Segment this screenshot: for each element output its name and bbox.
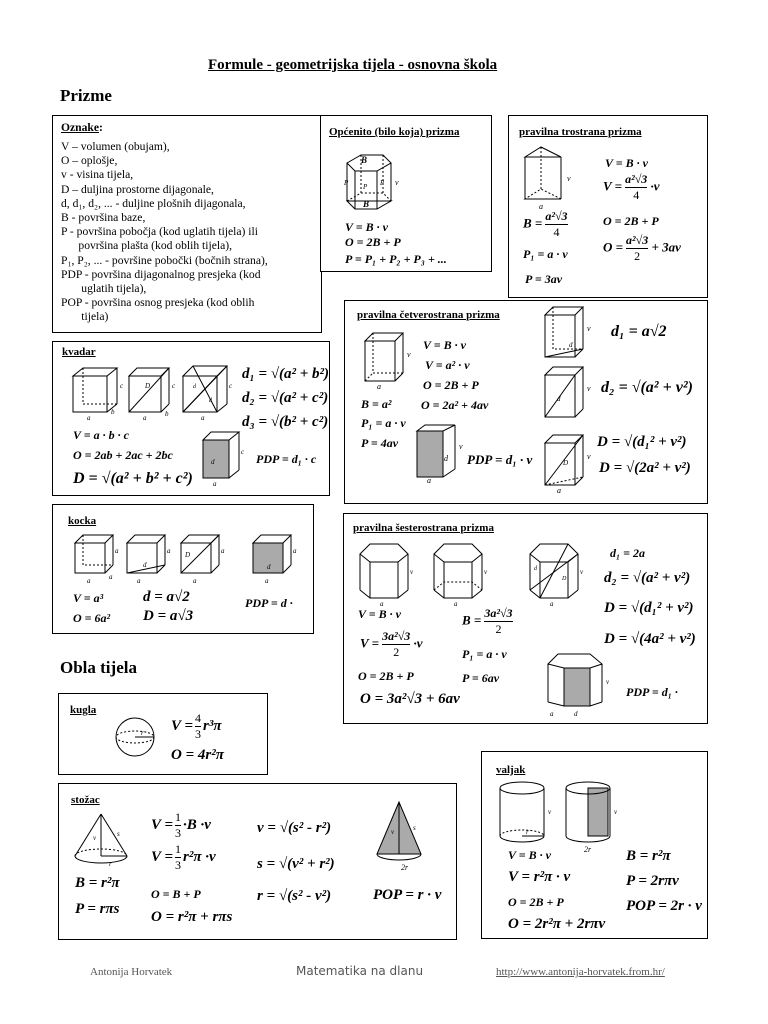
svg-text:a: a	[539, 202, 543, 211]
svg-text:v: v	[580, 568, 584, 576]
formula-space-diagonal: D = √(d₁² + v²)	[604, 600, 694, 616]
svg-text:a: a	[377, 382, 381, 391]
svg-text:d: d	[143, 561, 147, 569]
formula-surface-expanded: O = 2r²π + 2rπv	[508, 916, 606, 932]
svg-text:a: a	[87, 414, 91, 422]
svg-text:s: s	[413, 824, 416, 832]
formula-volume: V = a · b · c	[73, 428, 129, 442]
svg-text:v: v	[391, 828, 395, 836]
formula-face-diagonal: d = a√2	[143, 589, 190, 605]
section-heading-prizme: Prizme	[60, 86, 112, 105]
oznake-line: uglatih tijela),	[61, 282, 147, 296]
formula-space-diagonal: D = a√3	[143, 608, 194, 624]
svg-text:2r: 2r	[401, 863, 409, 872]
opcenito-box	[320, 115, 492, 272]
trostrana-box	[508, 115, 708, 298]
svg-text:s: s	[117, 830, 120, 838]
formula-volume: V = B · v	[358, 607, 401, 621]
cylinder-figures	[496, 780, 646, 854]
formula-surface: O = 2B + P	[423, 378, 479, 392]
svg-text:d: d	[557, 395, 561, 403]
svg-text:P: P	[380, 179, 385, 187]
svg-text:v: v	[395, 178, 399, 187]
svg-text:d: d	[534, 566, 537, 572]
svg-text:a: a	[115, 547, 119, 555]
svg-text:2r: 2r	[584, 845, 592, 854]
oznake-box	[52, 115, 322, 333]
formula-lateral: P = 2rπv	[626, 873, 679, 889]
square-prism-face-diagonal-figure	[541, 305, 593, 363]
hex-prism-3	[530, 544, 584, 608]
formula-side-diagonal: d₂ = √(a² + v²)	[604, 570, 691, 586]
cylinder-1	[500, 782, 552, 842]
formula-volume-expanded: V = $\frac{\text{a²√3}}{4}$ ·v	[603, 172, 660, 202]
oznake-line: V – volumen (obujam),	[61, 140, 170, 153]
svg-text:d: d	[193, 384, 196, 390]
formula-diagonal-3: d₃ = √(b² + c²)	[242, 414, 329, 430]
svg-text:r: r	[526, 828, 529, 836]
formula-diagonal-2: d₂ = √(a² + c²)	[242, 390, 329, 406]
svg-text:a: a	[109, 573, 113, 581]
general-prism-figure	[339, 149, 399, 217]
formula-space-diagonal: D = √(a² + b² + c²)	[73, 470, 193, 487]
svg-text:v: v	[587, 452, 591, 461]
svg-text:v: v	[614, 808, 618, 816]
oznake-line: tijela)	[61, 310, 109, 324]
oznake-line: O – oplošje,	[61, 154, 118, 168]
formula-space-diagonal: D = √(d₁² + v²)	[597, 434, 687, 450]
oznake-line: D – duljina prostorne dijagonale,	[61, 182, 214, 196]
svg-text:v: v	[567, 174, 571, 183]
formula-surface: O = 2ab + 2ac + 2bc	[73, 448, 173, 462]
hexagonal-prism-section-figure	[542, 650, 614, 722]
cube-1	[75, 535, 119, 585]
formula-lateral: P = 6av	[462, 671, 500, 685]
square-prism-diagonal-section-figure	[413, 423, 469, 483]
svg-text:c: c	[120, 382, 124, 390]
formula-diagonal-section: PDP = d₁ ·	[626, 685, 678, 699]
formula-lateral: P = 3av	[525, 272, 563, 286]
cylinder-2	[566, 782, 618, 854]
svg-text:a: a	[213, 480, 217, 488]
svg-text:v: v	[606, 678, 610, 686]
kocka-title: kocka	[68, 515, 97, 527]
formula-diagonal-section: PDP = d₁ · c	[256, 452, 317, 466]
formula-face-diagonal: d₁ = a√2	[611, 323, 667, 340]
formula-face: P₁ = a · v	[462, 647, 507, 661]
svg-text:a: a	[454, 600, 458, 608]
cetverostrana-box	[344, 300, 708, 504]
svg-text:a: a	[87, 577, 91, 585]
cube-3	[181, 535, 225, 585]
section-heading-obla: Obla tijela	[60, 658, 137, 677]
svg-text:r: r	[141, 729, 144, 737]
formula-axial-section: POP = r · v	[373, 887, 442, 903]
cuboid-diagonal-section-figure	[199, 430, 245, 486]
formula-volume-expanded: V = r²π · v	[508, 869, 571, 885]
svg-text:D: D	[145, 382, 151, 390]
formula-volume-base: V = $\frac{1}{3}$ ·B ·v	[151, 810, 211, 840]
svg-text:P: P	[363, 183, 368, 191]
oznake-line: v - visina tijela,	[61, 168, 134, 182]
cuboid-2	[129, 368, 176, 422]
formula-diagonal-section: PDP = d₁ · v	[467, 452, 533, 467]
svg-text:v: v	[93, 834, 97, 842]
oznake-line: površina plašta (kod oblih tijela),	[61, 239, 232, 253]
formula-volume: V = B · v	[605, 156, 648, 170]
oznake-line: POP - površina osnog presjeka (kod oblih	[61, 296, 255, 310]
hex-prism-1	[360, 544, 414, 608]
page-title: Formule - geometrijska tijela - osnovna škola	[208, 57, 498, 73]
cuboid-1	[73, 368, 124, 422]
cube-4	[253, 535, 297, 585]
formula-surface: O = 2B + P	[345, 235, 401, 249]
svg-text:a: a	[221, 547, 225, 555]
formula-long-diagonal: d₁ = 2a	[610, 546, 646, 560]
formula-volume-expanded: V = a² · v	[425, 358, 470, 372]
formula-diagonal-section: PDP = d ·	[245, 596, 293, 610]
kvadar-title: kvadar	[62, 346, 96, 358]
oznake-line: P - površina pobočja (kod uglatih tijela) ili	[61, 225, 258, 239]
triangular-prism-figure	[521, 145, 585, 211]
formula-side-diagonal: d₂ = √(a² + v²)	[601, 379, 693, 396]
svg-text:b: b	[111, 408, 115, 416]
formula-volume: V = B · v	[345, 220, 388, 234]
formula-volume: V = B · v	[423, 338, 466, 352]
svg-text:d: d	[444, 454, 448, 463]
cone-figure	[71, 812, 133, 870]
svg-text:D: D	[185, 551, 191, 559]
formula-slant-height: s = √(v² + r²)	[257, 856, 335, 872]
svg-text:a: a	[167, 547, 171, 555]
svg-text:a: a	[427, 476, 431, 485]
oznake-line: P₁, P₂, ... - površine pobočki (bočnih strana),	[61, 253, 268, 267]
svg-text:d: d	[209, 398, 212, 404]
kugla-box	[58, 693, 268, 775]
svg-text:r: r	[109, 860, 112, 868]
sesterostrana-box	[343, 513, 708, 724]
kvadar-box	[52, 341, 330, 496]
oznake-title: Oznake:	[61, 121, 103, 134]
formula-base: B = a²	[361, 397, 392, 411]
svg-text:B: B	[361, 155, 368, 165]
square-prism-side-diagonal-figure	[541, 365, 593, 423]
formula-volume: V = $\frac{4}{3}$ r³π	[171, 711, 222, 741]
formula-base: B = $\frac{\text{3a²√3}}{2}$	[462, 606, 513, 636]
svg-text:v: v	[410, 568, 414, 576]
formula-surface-expanded: O = 3a²√3 + 6av	[360, 691, 460, 707]
svg-text:v: v	[407, 350, 411, 359]
svg-text:v: v	[587, 324, 591, 333]
formula-surface: O = 4r²π	[171, 747, 224, 763]
svg-text:d: d	[267, 563, 271, 571]
oznake-line: d, d₁, d₂, ... - duljine plošnih dijagonala,	[61, 196, 246, 210]
formula-volume: V = a³	[73, 591, 104, 605]
hexagonal-prism-figures	[354, 540, 604, 606]
svg-text:a: a	[557, 486, 561, 495]
trostrana-title: pravilna trostrana prizma	[519, 126, 642, 138]
formula-surface: O = 2B + P	[603, 214, 659, 228]
formula-lateral: P = P₁ + P₂ + P₃ + ...	[345, 252, 447, 266]
formula-base: B = r²π	[626, 848, 671, 864]
formula-volume-expanded: V = $\frac{\text{3a²√3}}{2}$ ·v	[360, 629, 423, 659]
svg-text:v: v	[587, 384, 591, 393]
svg-text:a: a	[265, 577, 269, 585]
svg-text:a: a	[201, 414, 205, 422]
opcenito-title: Općenito (bilo koja) prizma	[329, 126, 460, 138]
formula-lateral: P = rπs	[75, 901, 120, 917]
footer-center: Matematika na dlanu	[296, 964, 424, 978]
svg-text:D: D	[563, 459, 569, 467]
cube-figures	[71, 531, 311, 587]
stozac-box	[58, 783, 457, 940]
formula-base: B = $\frac{\text{a²√3}}{4}$	[523, 209, 568, 239]
cube-2	[127, 535, 171, 585]
stozac-title: stožac	[71, 794, 100, 806]
formula-surface: O = 2B + P	[358, 669, 414, 683]
oznake-line: B - površina baze,	[61, 211, 146, 225]
cetverostrana-title: pravilna četverostrana prizma	[357, 309, 500, 321]
formula-volume: V = B · v	[508, 848, 551, 862]
svg-text:a: a	[137, 577, 141, 585]
svg-text:D: D	[562, 576, 567, 582]
sphere-figure	[109, 716, 163, 758]
svg-text:d: d	[211, 458, 215, 466]
svg-text:d: d	[574, 710, 578, 718]
formula-height: v = √(s² - r²)	[257, 820, 332, 836]
formula-surface: O = 2B + P	[508, 895, 564, 909]
formula-radius: r = √(s² - v²)	[257, 888, 332, 904]
oznake-line: PDP - površina dijagonalnog presjeka (kod	[61, 267, 261, 281]
kugla-title: kugla	[70, 704, 97, 716]
valjak-box	[481, 751, 708, 939]
svg-text:a: a	[380, 600, 384, 608]
svg-text:c: c	[229, 382, 233, 390]
formula-axial-section: POP = 2r · v	[626, 898, 702, 914]
svg-text:a: a	[193, 577, 197, 585]
svg-text:a: a	[143, 414, 147, 422]
formula-surface-expanded: O = $\frac{\text{a²√3}}{2}$ + 3av	[603, 233, 681, 263]
footer-author: Antonija Horvatek	[90, 966, 173, 978]
svg-text:v: v	[548, 808, 552, 816]
formula-base: B = r²π	[75, 875, 120, 891]
svg-text:a: a	[550, 600, 554, 608]
formula-lateral: P = 4av	[361, 436, 399, 450]
formula-surface: O = 6a²	[73, 611, 111, 625]
formula-volume: V = $\frac{1}{3}$ r²π ·v	[151, 842, 216, 872]
svg-text:v: v	[484, 568, 488, 576]
svg-text:a: a	[293, 547, 297, 555]
svg-text:B: B	[363, 199, 370, 209]
valjak-title: valjak	[496, 764, 526, 776]
svg-text:a: a	[550, 710, 554, 718]
formula-surface-expanded: O = 2a² + 4av	[421, 398, 489, 412]
formula-face: P₁ = a · v	[523, 247, 568, 261]
svg-text:c: c	[241, 448, 245, 456]
formula-space-diagonal-expanded: D = √(2a² + v²)	[599, 460, 691, 476]
cuboid-figure	[69, 364, 249, 422]
square-prism-figure	[361, 331, 415, 389]
square-prism-space-diagonal-figure	[541, 433, 593, 495]
footer-url-link[interactable]: http://www.antonija-horvatek.from.hr/	[496, 966, 665, 978]
formula-surface: O = B + P	[151, 887, 201, 901]
kocka-box	[52, 504, 314, 634]
svg-text:d: d	[569, 341, 573, 349]
formula-surface-expanded: O = r²π + rπs	[151, 909, 233, 925]
formula-diagonal-1: d₁ = √(a² + b²)	[242, 366, 330, 382]
cone-axial-section-figure	[369, 800, 431, 872]
svg-text:v: v	[459, 442, 463, 451]
oznake-list	[61, 140, 268, 325]
svg-text:b: b	[165, 410, 169, 418]
svg-text:P: P	[344, 179, 349, 187]
formula-space-diagonal-expanded: D = √(4a² + v²)	[604, 631, 696, 647]
svg-text:c: c	[172, 382, 176, 390]
hex-prism-2	[434, 544, 488, 608]
cuboid-3	[183, 366, 233, 422]
sesterostrana-title: pravilna šesterostrana prizma	[353, 522, 494, 534]
formula-face: P₁ = a · v	[361, 416, 406, 430]
